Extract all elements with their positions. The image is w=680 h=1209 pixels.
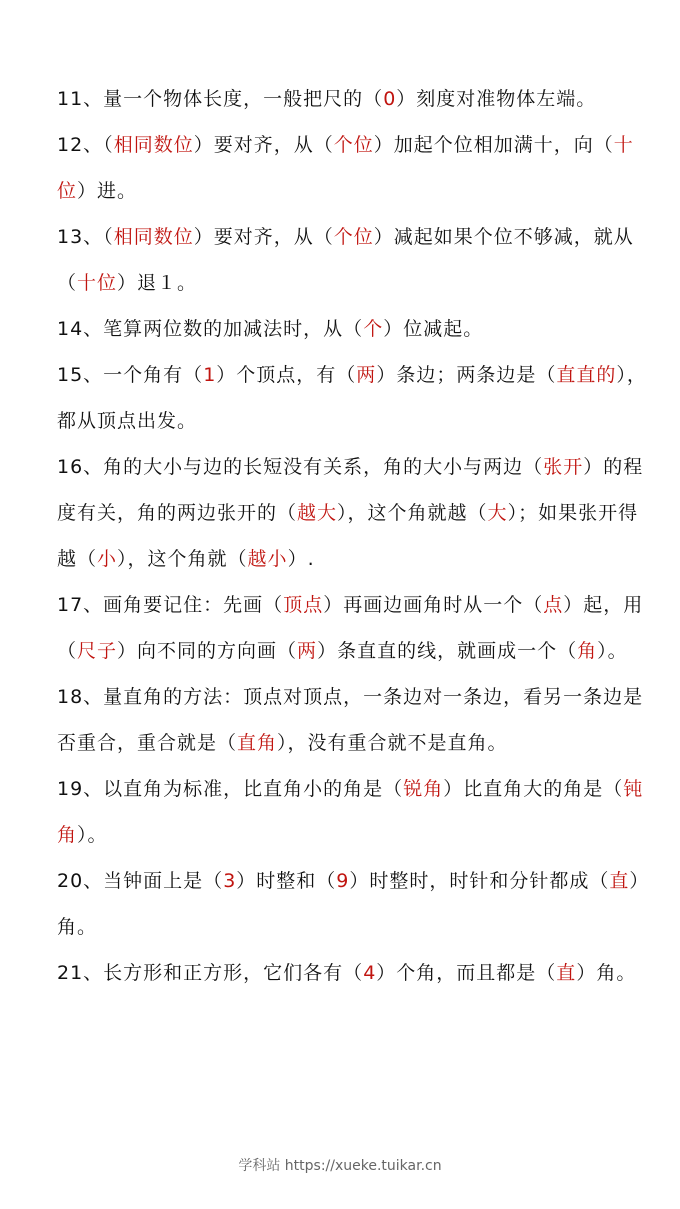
question-text: ）时整时，时针和分针都成（: [349, 870, 610, 892]
question-text: 11、量一个物体长度，一般把尺的（: [57, 88, 384, 110]
answer-text: 直角: [237, 732, 278, 754]
question-text: ）；如果张开得越（: [57, 502, 639, 570]
question-text: 16、角的大小与边的长短没有关系，角的大小与两边（: [57, 456, 544, 478]
question-item: [57, 76, 647, 122]
question-text: 14、笔算两位数的加减法时，从（: [57, 318, 364, 340]
answer-text: 相同数位: [113, 226, 194, 248]
answer-text: 顶点: [283, 594, 324, 616]
question-item: [57, 674, 647, 766]
question-text: 17、画角要记住：先画（: [57, 594, 284, 616]
question-item: [57, 444, 647, 582]
question-text: ）。: [597, 640, 628, 662]
question-text: ）位减起。: [383, 318, 484, 340]
answer-text: 小: [97, 548, 118, 570]
question-text: ）。: [77, 824, 108, 846]
question-text: ）减起如果个位不够减，就从（: [57, 226, 634, 294]
answer-text: 个位: [333, 226, 374, 248]
question-text: ）时整和（: [236, 870, 337, 892]
answer-text: 4: [363, 962, 377, 984]
answer-text: 十位: [77, 272, 118, 294]
answer-text: 尺子: [77, 640, 118, 662]
question-text: ）.: [287, 548, 315, 570]
question-text: ），都从顶点出发。: [57, 364, 647, 432]
question-text: ）向不同的方向画（: [117, 640, 298, 662]
question-text: ）条直直的线，就画成一个（: [317, 640, 578, 662]
answer-text: 越大: [297, 502, 338, 524]
question-item: [57, 306, 647, 352]
question-item: [57, 352, 647, 444]
question-text: 21、长方形和正方形，它们各有（: [57, 962, 364, 984]
answer-text: 个位: [333, 134, 374, 156]
answer-text: 两: [356, 364, 377, 386]
document-body: [57, 76, 647, 996]
answer-text: 张开: [543, 456, 584, 478]
answer-text: 钝角: [57, 778, 644, 846]
question-text: ）刻度对准物体左端。: [396, 88, 597, 110]
answer-text: 1: [203, 364, 217, 386]
question-text: ），这个角就越（: [337, 502, 488, 524]
answer-text: 直直的: [556, 364, 617, 386]
answer-text: 两: [297, 640, 318, 662]
footer-watermark: 学科站 https://xueke.tuikar.cn: [238, 1158, 442, 1174]
answer-text: 十位: [57, 134, 634, 202]
question-text: 12、（: [57, 134, 114, 156]
question-text: ）退１。: [117, 272, 198, 294]
question-text: ）角。: [576, 962, 637, 984]
question-text: 20、当钟面上是（: [57, 870, 224, 892]
answer-text: 直: [609, 870, 630, 892]
question-text: ）条边；两条边是（: [376, 364, 557, 386]
question-text: ），这个角就（: [117, 548, 248, 570]
question-text: ）要对齐，从（: [193, 226, 334, 248]
answer-text: 越小: [247, 548, 288, 570]
answer-text: 直: [556, 962, 577, 984]
question-text: ）要对齐，从（: [193, 134, 334, 156]
question-text: ）加起个位相加满十，向（: [373, 134, 614, 156]
question-text: ）再画边画角时从一个（: [323, 594, 544, 616]
answer-text: 个: [363, 318, 384, 340]
question-item: [57, 858, 647, 950]
question-item: [57, 214, 647, 306]
question-text: ），没有重合就不是直角。: [277, 732, 508, 754]
question-item: [57, 122, 647, 214]
question-text: ）起，用（: [57, 594, 644, 662]
question-item: [57, 766, 647, 858]
question-text: 13、（: [57, 226, 114, 248]
question-text: ）角。: [57, 870, 640, 938]
answer-text: 9: [336, 870, 350, 892]
question-text: ）的程度有关，角的两边张开的（: [57, 456, 644, 524]
answer-text: 相同数位: [113, 134, 194, 156]
answer-text: 点: [543, 594, 564, 616]
answer-text: 锐角: [403, 778, 444, 800]
question-text: 18、量直角的方法：顶点对顶点，一条边对一条边，看另一条边是否重合，重合就是（: [57, 686, 644, 754]
question-text: ）个角，而且都是（: [376, 962, 557, 984]
question-text: 15、一个角有（: [57, 364, 204, 386]
question-text: ）比直角大的角是（: [443, 778, 624, 800]
answer-text: 大: [487, 502, 508, 524]
question-item: [57, 582, 647, 674]
answer-text: 0: [383, 88, 397, 110]
question-text: ）个顶点，有（: [216, 364, 357, 386]
answer-text: 角: [577, 640, 598, 662]
question-item: [57, 950, 647, 996]
question-text: ）进。: [77, 180, 138, 202]
question-text: 19、以直角为标准，比直角小的角是（: [57, 778, 404, 800]
answer-text: 3: [223, 870, 237, 892]
